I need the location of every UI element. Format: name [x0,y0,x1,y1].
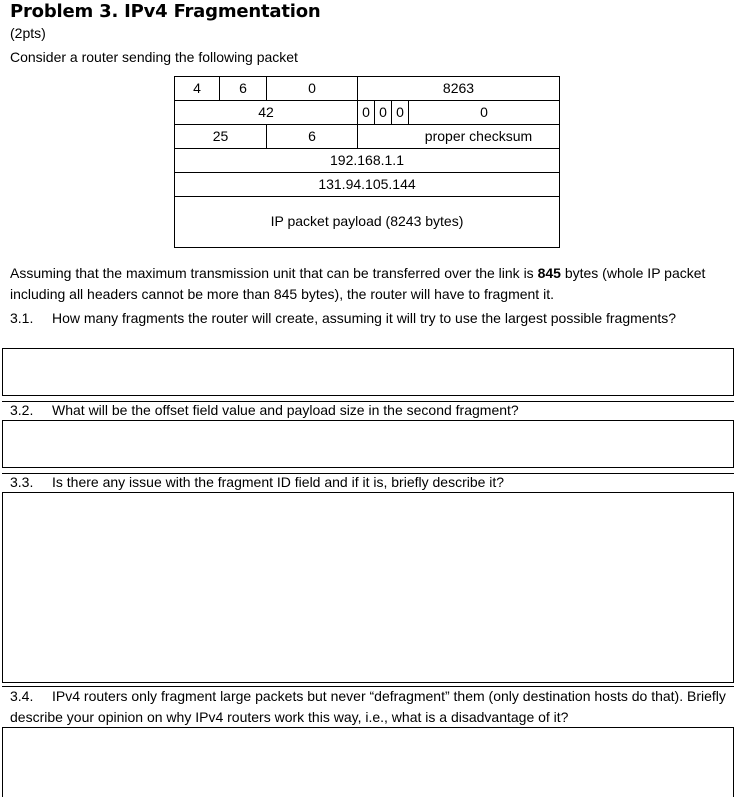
protocol-cell: 6 [266,124,358,149]
assumption-paragraph [10,263,736,305]
identification-cell: 42 [174,100,358,125]
total-length-cell: 8263 [357,76,560,101]
tos-cell: 0 [266,76,358,101]
fragment-offset-cell: 0 [408,100,560,125]
payload-cell: IP packet payload (8243 bytes) [174,196,560,248]
question-number: 3.4. [10,688,34,704]
answer-box-3-4[interactable] [2,727,734,797]
question-number: 3.2. [10,402,34,418]
question-text: IPv4 routers only fragment large packets but never “defragment” them (only destination hosts do that). Briefly describe your opinion on why IPv4 routers work this way, i.e., what is a disadvantage of it? [10,688,726,725]
ihl-cell: 6 [219,76,267,101]
answer-box-3-2[interactable] [2,420,734,468]
question-number: 3.3. [10,474,34,490]
question-3-1 [10,308,736,329]
flag-df-cell: 0 [374,100,392,125]
question-3-4 [10,686,736,728]
assumption-text-before: Assuming that the maximum transmission unit that can be transferred over the link is [10,265,538,281]
question-text: How many fragments the router will create, assuming it will try to use the largest possible fragments? [52,310,677,326]
question-3-3 [10,472,736,493]
source-ip-cell: 192.168.1.1 [174,148,560,173]
dest-ip-cell: 131.94.105.144 [174,172,560,197]
question-3-2 [10,400,736,421]
problem-title: Problem 3. IPv4 Fragmentation [10,1,321,22]
flag-reserved-cell: 0 [357,100,375,125]
answer-box-3-3[interactable] [2,492,734,683]
version-cell: 4 [174,76,220,101]
flag-mf-cell: 0 [391,100,409,125]
question-number: 3.1. [10,310,34,326]
ttl-cell: 25 [174,124,267,149]
problem-points: (2pts) [10,25,46,41]
ipv4-header-diagram [174,76,560,248]
assumption-text-after: bytes (whole IP packet including all headers cannot be more than 845 bytes), the router will have to fragment it. [10,265,706,302]
problem-intro: Consider a router sending the following packet [10,49,298,65]
question-text: Is there any issue with the fragment ID field and if it is, briefly describe it? [52,474,505,490]
checksum-cell: proper checksum [357,124,560,149]
answer-box-3-1[interactable] [2,348,734,396]
mtu-value: 845 [537,265,561,281]
question-text: What will be the offset field value and payload size in the second fragment? [52,402,519,418]
